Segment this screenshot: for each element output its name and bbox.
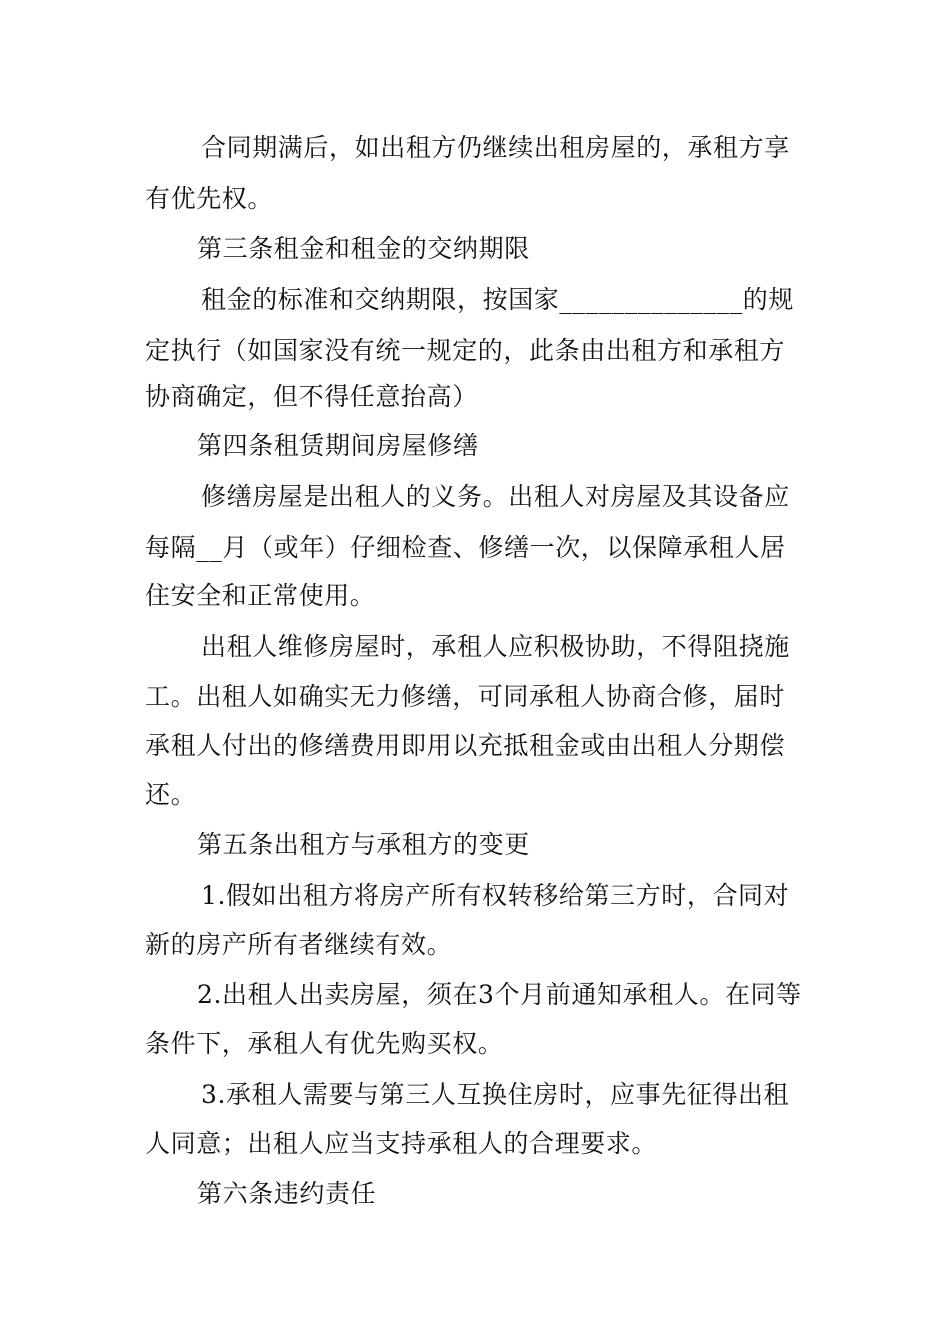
- paragraph-line: 3.承租人需要与第三人互换住房时，应事先征得出租: [201, 1080, 790, 1109]
- paragraph-line: 合同期满后，如出租方仍继续出租房屋的，承租方享: [201, 133, 790, 162]
- section-heading: 第三条租金和租金的交纳期限: [197, 234, 530, 263]
- paragraph-line: 住安全和正常使用。: [145, 581, 376, 610]
- paragraph-line: 工。出租人如确实无力修缮，可同承租人协商合修，届时: [145, 682, 786, 711]
- paragraph-line: 人同意；出租人应当支持承租人的合理要求。: [145, 1129, 658, 1158]
- section-heading: 第四条租赁期间房屋修缮: [197, 431, 479, 460]
- paragraph-line: 修缮房屋是出租人的义务。出租人对房屋及其设备应: [201, 482, 790, 511]
- paragraph-line: 定执行（如国家没有统一规定的，此条由出租方和承租方: [145, 336, 786, 365]
- paragraph-line: 协商确定，但不得任意抬高）: [145, 382, 478, 411]
- paragraph-line: 出租人维修房屋时，承租人应积极协助，不得阻挠施: [201, 632, 790, 661]
- paragraph-line: 承租人付出的修缮费用即用以充抵租金或由出租人分期偿: [145, 731, 786, 760]
- paragraph-line: 还。: [145, 780, 197, 809]
- paragraph-line: 有优先权。: [145, 184, 274, 213]
- paragraph-line: 每隔__月（或年）仔细检查、修缮一次，以保障承租人居: [145, 533, 786, 562]
- paragraph-line: 新的房产所有者继续有效。: [145, 930, 453, 959]
- section-heading: 第五条出租方与承租方的变更: [197, 830, 530, 859]
- paragraph-line: 2.出租人出卖房屋，须在3个月前通知承租人。在同等: [197, 980, 802, 1009]
- section-heading: 第六条违约责任: [197, 1179, 377, 1208]
- paragraph-line: 1.假如出租方将房产所有权转移给第三方时，合同对: [201, 881, 790, 910]
- paragraph-line: 租金的标准和交纳期限，按国家______________的规: [201, 285, 795, 314]
- paragraph-line: 条件下，承租人有优先购买权。: [145, 1029, 504, 1058]
